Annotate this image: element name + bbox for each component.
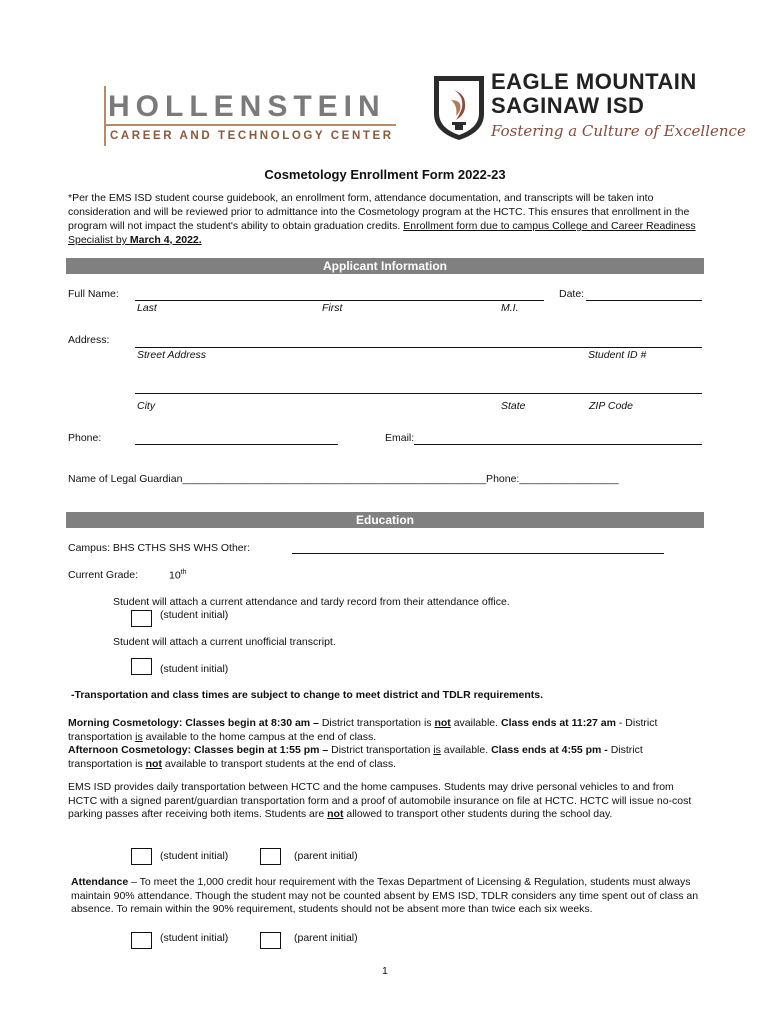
date-label: Date: [559,288,585,300]
grade-number: 10 [169,569,181,582]
transport-student-initial-box[interactable] [131,848,152,865]
email-label: Email: [385,432,415,444]
city-state-zip-field[interactable] [135,393,702,394]
morning-text1: District transportation is [318,717,435,729]
logo-bar [104,86,106,146]
date-field[interactable] [586,300,702,301]
transport-student-initial: (student initial) [160,850,229,862]
address-label: Address: [68,334,110,346]
state-label: State [501,400,526,412]
logo-divider [104,124,396,126]
hollenstein-logo [104,86,396,146]
morning-is: is [135,730,143,743]
ems-text1: EMS ISD provides daily transportation between HCTC and the home campuses. Students may drive personal vehicles to and from HCTC with a signed parent/guardian transportation form and a proof of automobile insurance on file at HCTC. HCTC will issue no-cost parking passes after receiving both items. Students are [68,781,692,820]
phone-label: Phone: [68,432,102,444]
ems-text2: allowed to transport other students during the school day. [343,808,613,820]
attendance-student-initial: (student initial) [160,932,229,944]
afternoon-end: Class ends at 4:55 pm - [491,744,608,756]
afternoon-text3: District transportation is [68,744,643,770]
education-header: Education [66,512,704,528]
guardian-line[interactable]: Name of Legal Guardian____________________________________________________Phone:_________________ [68,473,619,485]
intro-due-text: Enrollment form due to campus College and Career Readiness Specialist by [68,220,696,246]
intro-paragraph [68,191,708,247]
ems-not: not [327,808,344,820]
mi-label: M.I. [501,302,519,314]
morning-schedule [68,717,704,771]
district-shield-icon [432,70,486,142]
afternoon-is: is [433,744,441,756]
afternoon-text1: District transportation [328,744,434,756]
morning-text4: available to the home campus at the end of class. [142,730,377,743]
grade-label: Current Grade: [68,569,139,581]
attendance-initial-box[interactable] [131,610,152,627]
attendance-student-initial: (student initial) [160,609,229,621]
attendance-paragraph [71,876,704,917]
district-line1: EAGLE MOUNTAIN [491,69,697,94]
attendance-label: Attendance [71,876,129,888]
hollenstein-sub: CAREER AND TECHNOLOGY CENTER [110,130,394,142]
zip-label: ZIP Code [589,400,633,412]
attendance-parent-initial-box[interactable] [260,932,281,949]
transport-parent-initial-box[interactable] [260,848,281,865]
ems-transport-paragraph [68,781,704,822]
morning-end: Class ends at 11:27 am [500,717,616,729]
afternoon-not: not [145,757,162,770]
district-logo-text [491,70,746,140]
street-field[interactable] [135,347,702,348]
full-name-field[interactable] [135,300,544,301]
transport-warning: -Transportation and class times are subject to change to meet district and TDLR requirements. [71,689,544,701]
intro-due-date: March 4, 2022. [129,234,202,246]
grade-suffix: th [180,569,187,576]
phone-field[interactable] [135,444,338,445]
applicant-header: Applicant Information [66,258,704,274]
campus-label: Campus: BHS CTHS SHS WHS Other: [68,542,251,554]
morning-bold: Morning Cosmetology: Classes begin at 8:30 am – [68,717,319,729]
transcript-note: Student will attach a current unofficial transcript. [113,636,336,648]
morning-text3: - District transportation [68,717,658,743]
page-number: 1 [382,965,388,977]
grade-value [169,569,187,582]
attendance-record-note: Student will attach a current attendance and tardy record from their attendance office. [113,596,510,608]
transcript-student-initial: (student initial) [160,663,229,675]
morning-text2: available. [450,717,501,729]
attendance-student-initial-box[interactable] [131,932,152,949]
form-title: Cosmetology Enrollment Form 2022-23 [264,167,506,182]
street-label: Street Address [137,349,207,361]
district-line2: SAGINAW ISD [491,93,645,118]
campus-other-field[interactable] [292,553,664,554]
transport-parent-initial: (parent initial) [294,850,358,862]
afternoon-text2: available. [440,744,492,756]
first-label: First [322,302,343,314]
attendance-text: – To meet the 1,000 credit hour requirement with the Texas Department of Licensing & Regulation, students must always maintain 90% attendance. Though the student may not be counted absent by EMS ISD, TDLR considers any time spent out of class an absence. To remain within the 90% requirement, students should not be absent more than twice each six weeks. [71,876,699,915]
afternoon-text4: available to transport students at the end of class. [161,757,397,770]
district-motto: Fostering a Culture of Excellence [491,122,746,140]
student-id-label: Student ID # [588,349,647,361]
intro-text: *Per the EMS ISD student course guidebook, an enrollment form, attendance documentation, and transcripts will be taken into consideration and will be reviewed prior to admittance into the Cosmetology program at the HCTC. This ensures that enrollment in the program will not impact the student's ability to obtain graduation credits. [68,192,690,232]
morning-not: not [434,717,451,729]
afternoon-bold: Afternoon Cosmetology: Classes begin at 1:55 pm – [68,744,329,756]
email-field[interactable] [414,444,702,445]
city-label: City [137,400,156,412]
last-label: Last [137,302,157,314]
transcript-initial-box[interactable] [131,658,152,675]
attendance-parent-initial: (parent initial) [294,932,358,944]
hollenstein-name: HOLLENSTEIN [108,90,386,123]
full-name-label: Full Name: [68,288,119,300]
